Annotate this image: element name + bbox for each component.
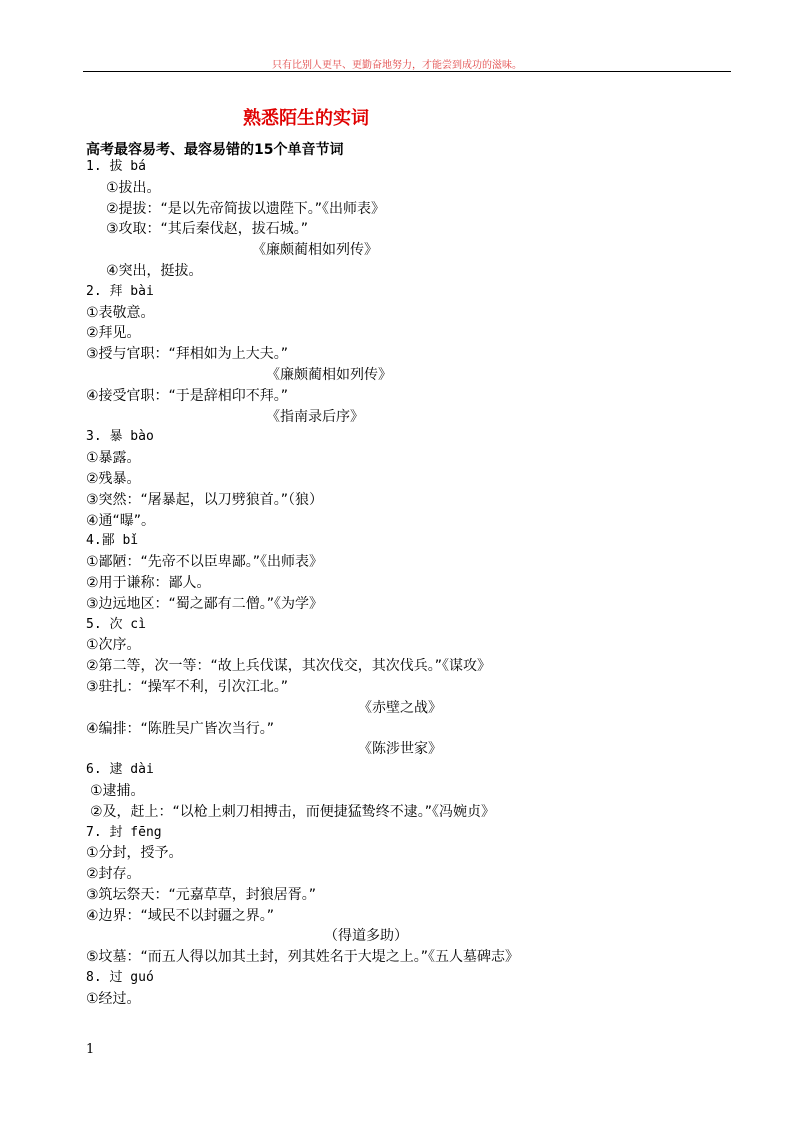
meaning-line: ③授与官职：“拜相如为上大夫。” xyxy=(86,346,289,363)
source-reference: 《廉颇蔺相如列传》 xyxy=(252,242,378,259)
meaning-line: ②封存。 xyxy=(86,866,141,883)
word-heading: 3. 暴 bào xyxy=(86,429,154,445)
meaning-line: ②及，赶上：“以枪上刺刀相搏击，而便捷猛鸷终不逮。”《冯婉贞》 xyxy=(90,803,496,820)
source-reference: 《赤壁之战》 xyxy=(358,699,442,716)
word-heading: 7. 封 fēng xyxy=(86,824,162,840)
section-subtitle: 高考最容易考、最容易错的15个单音节词 xyxy=(86,142,344,158)
word-heading: 2. 拜 bài xyxy=(86,283,154,299)
meaning-line: ③边远地区：“蜀之鄙有二僧。”《为学》 xyxy=(86,595,324,612)
word-heading: 1. 拔 bá xyxy=(86,159,146,174)
meaning-line: ①表敬意。 xyxy=(86,304,155,321)
meaning-line: ①拔出。 xyxy=(106,179,161,196)
meaning-line: ④通“曝”。 xyxy=(86,512,156,529)
meaning-line: ④突出，挺拔。 xyxy=(106,262,203,279)
word-heading: 5. 次 cì xyxy=(86,616,146,632)
meaning-line: ③攻取：“其后秦伐赵，拔石城。” xyxy=(106,221,309,238)
source-reference: 《指南录后序》 xyxy=(266,408,364,425)
meaning-line: ③驻扎：“操军不利，引次江北。” xyxy=(86,678,289,695)
meaning-line: ①经过。 xyxy=(86,990,141,1007)
meaning-line: ①暴露。 xyxy=(86,450,141,467)
meaning-line: ①逮捕。 xyxy=(90,782,145,799)
source-reference: 《廉颇蔺相如列传》 xyxy=(266,366,392,383)
header-rule xyxy=(83,71,731,72)
page-number: 1 xyxy=(86,1042,95,1057)
meaning-line: ⑤坟墓：“而五人得以加其土封，列其姓名于大堤之上。”《五人墓碑志》 xyxy=(86,949,520,966)
meaning-line: ①分封，授予。 xyxy=(86,845,183,862)
meaning-line: ②拜见。 xyxy=(86,325,141,342)
meaning-line: ①鄙陋：“先帝不以臣卑鄙。”《出师表》 xyxy=(86,554,324,571)
source-reference: 《陈涉世家》 xyxy=(358,741,442,758)
meaning-line: ③突然：“屠暴起，以刀劈狼首。”（狼） xyxy=(86,491,324,508)
meaning-line: ②用于谦称：鄙人。 xyxy=(86,574,211,591)
source-reference: （得道多助） xyxy=(324,928,408,945)
meaning-line: ④接受官职：“于是辞相印不拜。” xyxy=(86,387,289,404)
meaning-line: ②残暴。 xyxy=(86,470,141,487)
meaning-line: ③筑坛祭天：“元嘉草草，封狼居胥。” xyxy=(86,886,317,903)
word-heading: 8. 过 guó xyxy=(86,970,154,986)
word-heading: 4.鄙 bǐ xyxy=(86,533,139,549)
meaning-line: ④编排：“陈胜吴广皆次当行。” xyxy=(86,720,275,737)
meaning-line: ②提拔：“是以先帝简拔以遗陛下。”《出师表》 xyxy=(106,200,386,217)
meaning-line: ①次序。 xyxy=(86,637,141,654)
meaning-line: ④边界：“域民不以封疆之界。” xyxy=(86,907,275,924)
word-list xyxy=(86,157,726,1010)
header-motto: 只有比别人更早、更勤奋地努力，才能尝到成功的滋味。 xyxy=(272,60,522,71)
meaning-line: ②第二等，次一等：“故上兵伐谋，其次伐交，其次伐兵。”《谋攻》 xyxy=(86,658,492,675)
word-heading: 6. 逮 dài xyxy=(86,762,154,778)
page-title: 熟悉陌生的实词 xyxy=(243,108,369,129)
